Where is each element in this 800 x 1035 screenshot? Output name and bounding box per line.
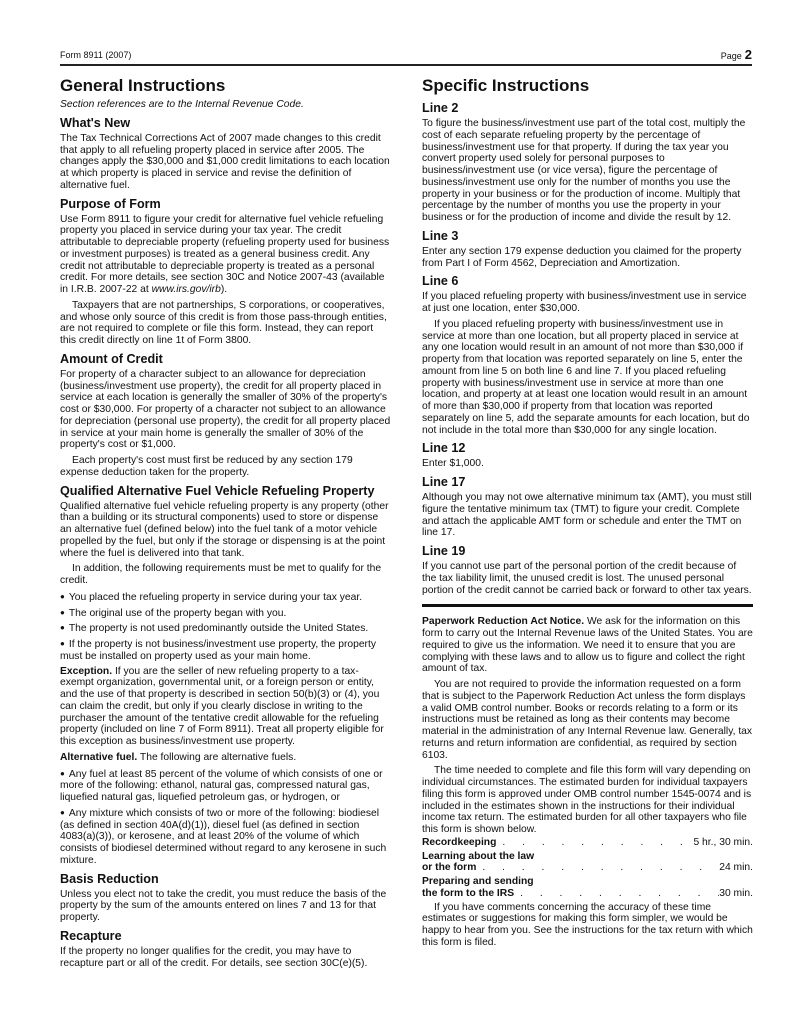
bullet-text: You placed the refueling property in service during your tax year. [68,591,363,603]
line-6-heading: Line 6 [422,274,459,289]
purpose-text-a: Use Form 8911 to figure your credit for alternative fuel vehicle refueling property you placed in service during your tax year. The credit attributable to depreciable property (refueling property used for business or investment purposes) is treated as a general business credit. Any credit not attributable to depreciable property is treated as a personal credit. For more details, see section 30C and Notice 2007-43 (available in I.R.B. 2007-22 at [60,213,390,295]
purpose-paragraph-2: Taxpayers that are not partnerships, S corporations, or cooperatives, and whose only source of this credit is from those pass-through entities, are not required to complete or file this form. Instead, they can report this credit directly on line 1t of Form 3800. [60,299,387,346]
amount-paragraph-2: Each property's cost must first be reduced by any section 179 expense deduction taken for the property. [60,455,353,478]
line-3-text: Enter any section 179 expense deduction you claimed for the property from Part I of Form 4562, Depreciation and Amortization. [422,245,742,269]
bullet-text: Any fuel at least 85 percent of the volume of which consists of one or more of the following: ethanol, natural gas, compressed natural gas, liquefied natural gas, liquefied petroleum gas, or hydrogen, or [60,768,383,803]
burden-value: 30 min. [719,887,753,899]
line-6-paragraph-2: If you placed refueling property with business/investment use in service at more than one location, but all property placed in service at any one location would result in an amount of not more than $30,000 if property from that location was reported separately on line 5, enter the amount from line 5 on both line 6 and line 7. If you placed refueling property with business/investment use in service at more than one location, and property at at least one location would result in an amount of more than $30,000 if property from that location was reported separately on line 5, add the separate amounts for each location, but do not include in the total more than $30,000 for any single location. [422,318,750,436]
burden-label-top: Learning about the law [422,850,535,862]
page-header [60,47,752,66]
exception-paragraph [60,666,391,748]
bullet-icon: ● [60,639,65,648]
alt-fuel-text: The following are alternative fuels. [137,751,297,763]
line-3-heading: Line 3 [422,228,459,243]
line-2-heading: Line 2 [422,101,459,115]
burden-label: or the form [422,862,477,874]
left-column [60,76,391,973]
general-instructions-title: General Instructions [60,76,226,95]
requirement-bullet [60,607,391,620]
bullet-icon: ● [60,768,65,778]
dot-leader [476,862,719,874]
line-19-heading: Line 19 [422,544,466,558]
paperwork-lead: Paperwork Reduction Act Notice. [422,616,585,628]
whats-new-text: The Tax Technical Corrections Act of 2007 made changes to this credit that apply to all refueling property placed in service after 2005. The changes apply the $30,000 and $1,000 credit limitations to each location at which property is placed in service and revise the definition of alternative fuel. [60,132,390,191]
section-divider [422,604,753,607]
burden-row-learning [422,862,753,874]
exception-lead: Exception. [60,665,113,677]
burden-value: 24 min. [719,862,753,874]
line-17-text: Although you may not owe alternative minimum tax (AMT), you must still figure the tentative minimum tax (TMT) to figure your credit. Complete and attach the applicable AMT form or schedule and enter the TMT on line 17. [422,492,752,539]
bullet-text: If the property is not business/investment use property, the property must be installed on property used as your main home. [60,639,377,662]
burden-row-recordkeeping [422,837,753,849]
paperwork-paragraph-4: If you have comments concerning the accuracy of these time estimates or suggestions for making this form simpler, we would be happy to hear from you. See the instructions for the tax return with which this form is filed. [422,901,753,948]
dot-leader [496,837,693,849]
whats-new-heading: What's New [60,115,131,130]
basis-text: Unless you elect not to take the credit, you must reduce the basis of the property by the sum of the amounts entered on lines 7 and 13 for that property. [60,888,387,923]
purpose-heading: Purpose of Form [60,196,161,211]
bullet-text: The property is not used predominantly outside the United States. [68,623,369,635]
alt-fuel-paragraph [60,752,391,764]
subtitle: Section references are to the Internal Revenue Code. [60,99,304,110]
paperwork-paragraph-2: You are not required to provide the information requested on a form that is subject to the Paperwork Reduction Act unless the form displays a valid OMB control number. Books or records relating to a form or its instructions must be retained as long as their contents may become material in the administration of any Internal Revenue law. Generally, tax returns and return information are confidential, as required by section 6103. [422,679,753,761]
line-12-text: Enter $1,000. [422,458,484,470]
line-2-text: To figure the business/investment use part of the total cost, multiply the cost of each separate refueling property by the percentage of business/investment use for that property. If during the tax year you convert property used solely for personal purposes to business/investment use (or vice versa), figure the percentage of business/investment use only for the number of months you use the property in your business or for the production of income. Multiply that percentage by the number of months you use the property in your business or for the production of income and divide the result by 12. [422,118,746,223]
line-17-heading: Line 17 [422,475,466,489]
page-indicator [721,47,752,62]
requirement-bullet [60,622,391,635]
paperwork-paragraph-1 [422,616,753,675]
alt-fuel-bullet [60,768,391,804]
alt-fuel-bullet [60,807,391,867]
burden-label-top: Preparing and sending [422,876,534,887]
qualified-paragraph-1: Qualified alternative fuel vehicle refueling property is any property (other than a building or its structural components) used to store or dispense an alternative fuel (defined below) into the fuel tank of a motor vehicle propelled by the fuel, but only if the storage or dispensing is at the point where the fuel is delivered into that tank. [60,500,389,559]
specific-instructions-title: Specific Instructions [422,76,590,95]
bullet-icon: ● [60,591,65,601]
qualified-heading: Qualified Alternative Fuel Vehicle Refueling Property [60,483,375,498]
requirement-bullet [60,638,391,663]
form-label: Form 8911 (2007) [60,50,132,60]
requirement-bullet [60,591,391,604]
irs-url-link[interactable]: www.irs.gov/irb [151,284,221,295]
line-6-paragraph-1: If you placed refueling property with business/investment use in service at just one location, enter $30,000. [422,291,747,314]
burden-label: the form to the IRS [422,887,515,899]
recapture-heading: Recapture [60,928,122,943]
right-column [422,76,753,953]
recapture-text: If the property no longer qualifies for the credit, you may have to recapture part or all of the credit. For details, see section 30C(e)(5). [60,945,368,969]
purpose-text-b: ). [220,284,228,295]
page-label: Page [720,51,742,61]
exception-text: If you are the seller of new refueling property to a tax-exempt organization, governmental unit, or a foreign person or entity, and the use of that property is described in section 50(b)(3) or (4), you can claim the credit, but only if you clearly disclose in writing to the purchaser the amount of the tentative credit allowable for the refueling property (included on line 7 of Form 8911). Treat all property eligible for this exception as business/investment use property. [60,665,384,747]
basis-heading: Basis Reduction [60,871,159,886]
page-number: 2 [744,47,752,62]
bullet-icon: ● [60,623,65,633]
qualified-paragraph-2: In addition, the following requirements must be met to qualify for the credit. [60,563,382,586]
paperwork-paragraph-3: The time needed to complete and file this form will vary depending on individual circumstances. The estimated burden for individual taxpayers filing this form is approved under OMB control number 1545-0074 and is included in the estimates shown in the instructions for their individual income tax return. The estimated burden for all other taxpayers who file this form is shown below. [422,765,752,835]
burden-row-preparing [422,888,753,900]
amount-heading: Amount of Credit [60,351,163,366]
paperwork-text: We ask for the information on this form to carry out the Internal Revenue laws of the United States. You are required to give us the information. We need it to ensure that you are complying with these laws and to allow us to figure and collect the right amount of tax. [422,616,753,675]
dot-leader [514,888,719,900]
burden-value: 5 hr., 30 min. [693,836,753,848]
line-12-heading: Line 12 [422,441,466,456]
bullet-text: The original use of the property began with you. [68,607,287,619]
purpose-paragraph-1 [60,214,391,296]
bullet-text: Any mixture which consists of two or more of the following: biodiesel (as defined in section 40A(d)(1)), diesel fuel (as defined in section 4083(a)(3)), or kerosene, and at least 20% of the volume of which consists of biodiesel determined without regard to any kerosene in such mixture. [60,807,387,866]
burden-label: Recordkeeping [422,836,497,848]
amount-paragraph-1: For property of a character subject to an allowance for depreciation (business/investment use property), the credit for all property placed in service at each location is generally the smaller of 30% of the property's cost or $30,000. For property of a character not subject to an allowance for depreciation (personal use property), the credit for all property placed in service at your main home is generally the smaller of 30% of the property's cost or $1,000. [60,368,391,451]
alt-fuel-lead: Alternative fuel. [60,751,138,763]
line-19-text: If you cannot use part of the personal portion of the credit because of the tax liability limit, the unused credit is lost. The unused personal portion of the credit cannot be carried back or forward to other tax years. [422,561,752,596]
bullet-icon: ● [60,807,65,817]
bullet-icon: ● [60,607,65,617]
